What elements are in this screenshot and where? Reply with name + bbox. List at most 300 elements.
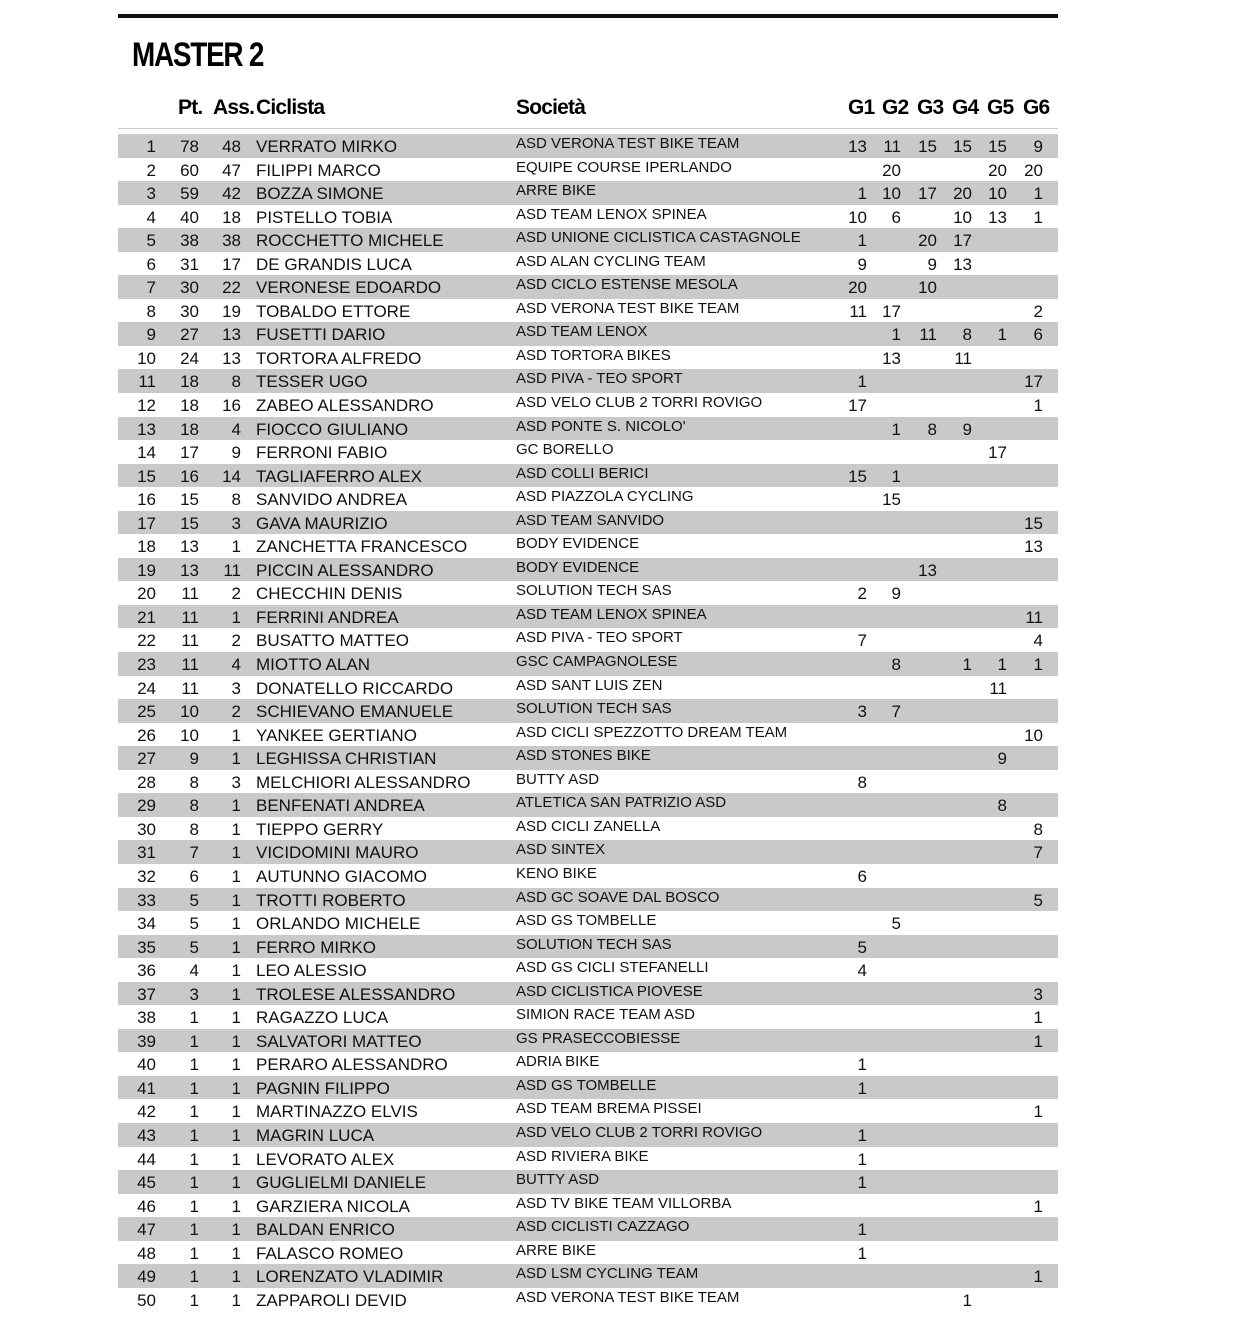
cell-rider-name: CHECCHIN DENIS [256, 584, 403, 604]
cell-g4: 1 [962, 1290, 972, 1310]
table-row [118, 817, 1058, 841]
cell-team: ATLETICA SAN PATRIZIO ASD [516, 794, 727, 812]
cell-team: ASD PIAZZOLA CYCLING [516, 488, 694, 506]
cell-rider-name: LEGHISSA CHRISTIAN [256, 749, 437, 769]
cell-g3: 20 [918, 231, 937, 251]
cell-g2: 17 [882, 301, 901, 321]
cell-ass: 1 [231, 1243, 241, 1263]
cell-rider-name: MARTINAZZO ELVIS [256, 1102, 418, 1122]
cell-team: ARRE BIKE [516, 1241, 597, 1259]
cell-g2: 20 [882, 160, 901, 180]
cell-points: 6 [189, 866, 199, 886]
top-rule [118, 14, 1058, 18]
cell-points: 16 [180, 466, 199, 486]
cell-g5: 15 [988, 137, 1007, 156]
cell-ass: 1 [231, 1078, 241, 1098]
cell-rider-name: BUSATTO MATTEO [256, 631, 410, 651]
cell-points: 1 [189, 1173, 199, 1193]
cell-g6: 20 [1024, 160, 1043, 180]
table-row [118, 275, 1058, 299]
cell-position: 17 [137, 513, 156, 533]
cell-ass: 8 [231, 490, 241, 510]
cell-team: BUTTY ASD [516, 770, 600, 788]
cell-g6: 1 [1033, 1008, 1043, 1028]
cell-points: 11 [181, 655, 199, 675]
cell-g3: 8 [927, 419, 937, 439]
cell-team: ASD SINTEX [516, 841, 606, 859]
cell-points: 30 [180, 278, 199, 298]
cell-g1: 1 [857, 1220, 867, 1240]
cell-position: 7 [146, 278, 156, 298]
cell-team: ASD GC SOAVE DAL BOSCO [516, 888, 720, 906]
cell-position: 15 [137, 466, 156, 486]
cell-team: ASD PIVA - TEO SPORT [516, 370, 683, 388]
cell-team: BODY EVIDENCE [516, 535, 640, 553]
cell-g1: 1 [857, 184, 867, 204]
cell-ass: 17 [222, 254, 241, 274]
cell-g1: 6 [857, 866, 867, 886]
cell-ass: 42 [222, 184, 241, 204]
cell-ass: 1 [231, 749, 241, 769]
cell-team: ASD RIVIERA BIKE [516, 1147, 649, 1165]
cell-points: 1 [189, 1290, 199, 1310]
cell-g1: 11 [849, 301, 867, 321]
cell-g2: 1 [891, 419, 901, 439]
cell-points: 30 [180, 301, 199, 321]
cell-position: 14 [137, 443, 156, 463]
cell-points: 1 [189, 1125, 199, 1145]
cell-points: 10 [180, 725, 199, 745]
cell-g6: 13 [1024, 537, 1043, 557]
cell-g1: 1 [857, 1078, 867, 1098]
cell-ass: 14 [222, 466, 241, 486]
cell-rider-name: ZABEO ALESSANDRO [256, 396, 434, 416]
standings-table [118, 134, 1058, 1311]
cell-g1: 1 [857, 372, 867, 392]
cell-rider-name: LORENZATO VLADIMIR [256, 1267, 444, 1287]
cell-ass: 13 [222, 325, 241, 345]
cell-g2: 13 [882, 348, 901, 368]
cell-team: BODY EVIDENCE [516, 558, 640, 576]
table-row [118, 558, 1058, 582]
cell-points: 13 [180, 560, 199, 580]
cell-team: ASD TV BIKE TEAM VILLORBA [516, 1194, 732, 1212]
cell-ass: 1 [231, 961, 241, 981]
cell-g5: 11 [989, 678, 1007, 698]
header-g3: G3 [917, 96, 944, 119]
cell-team: ASD TEAM LENOX SPINEA [516, 205, 707, 223]
cell-ass: 1 [231, 1055, 241, 1075]
cell-rider-name: PERARO ALESSANDRO [256, 1055, 448, 1075]
cell-position: 19 [137, 560, 156, 580]
cell-team: ASD GS CICLI STEFANELLI [516, 959, 709, 977]
cell-position: 1 [146, 137, 156, 156]
cell-position: 50 [137, 1290, 156, 1310]
header-g2: G2 [882, 96, 909, 119]
table-row [118, 440, 1058, 464]
cell-ass: 1 [231, 537, 241, 557]
cell-team: ASD GS TOMBELLE [516, 1076, 657, 1094]
cell-g1: 7 [857, 631, 867, 651]
table-row [118, 534, 1058, 558]
cell-points: 1 [189, 1102, 199, 1122]
cell-g1: 2 [857, 584, 867, 604]
cell-points: 18 [180, 372, 199, 392]
cell-rider-name: AUTUNNO GIACOMO [256, 866, 427, 886]
cell-team: ASD LSM CYCLING TEAM [516, 1265, 699, 1283]
cell-ass: 18 [222, 207, 241, 227]
header-ciclista: Ciclista [256, 96, 325, 119]
cell-g5: 1 [997, 655, 1007, 675]
cell-g5: 9 [997, 749, 1007, 769]
cell-g4: 15 [953, 137, 972, 156]
cell-rider-name: TROLESE ALESSANDRO [256, 984, 456, 1004]
cell-ass: 1 [231, 914, 241, 934]
cell-g6: 1 [1033, 184, 1043, 204]
cell-position: 26 [137, 725, 156, 745]
table-row [118, 1147, 1058, 1171]
cell-g3: 11 [919, 325, 937, 345]
cell-points: 13 [180, 537, 199, 557]
table-row [118, 1123, 1058, 1147]
cell-team: ADRIA BIKE [516, 1053, 600, 1071]
table-row [118, 864, 1058, 888]
cell-g1: 3 [857, 702, 867, 722]
cell-g1: 9 [857, 254, 867, 274]
cell-points: 40 [180, 207, 199, 227]
table-row [118, 1194, 1058, 1218]
cell-g6: 3 [1033, 984, 1043, 1004]
table-row [118, 205, 1058, 229]
cell-position: 18 [137, 537, 156, 557]
cell-team: ASD COLLI BERICI [516, 464, 649, 482]
cell-g4: 9 [962, 419, 972, 439]
cell-points: 1 [189, 1031, 199, 1051]
cell-g3: 17 [918, 184, 937, 204]
header-g1: G1 [848, 96, 875, 119]
table-row [118, 1076, 1058, 1100]
table-row [118, 369, 1058, 393]
cell-ass: 1 [231, 1031, 241, 1051]
cell-ass: 4 [231, 655, 241, 675]
cell-ass: 1 [231, 1196, 241, 1216]
cell-g2: 9 [891, 584, 901, 604]
table-row [118, 228, 1058, 252]
cell-points: 24 [180, 348, 199, 368]
cell-rider-name: TROTTI ROBERTO [256, 890, 406, 910]
cell-g1: 10 [848, 207, 867, 227]
cell-g1: 17 [848, 396, 867, 416]
cell-g6: 9 [1033, 137, 1043, 156]
cell-position: 48 [137, 1243, 156, 1263]
cell-g6: 7 [1033, 843, 1043, 863]
table-row [118, 793, 1058, 817]
cell-rider-name: VICIDOMINI MAURO [256, 843, 419, 863]
cell-g6: 1 [1033, 1031, 1043, 1051]
cell-ass: 48 [222, 137, 241, 156]
cell-position: 3 [146, 184, 156, 204]
cell-ass: 1 [231, 1102, 241, 1122]
cell-ass: 1 [231, 607, 241, 627]
cell-position: 40 [137, 1055, 156, 1075]
cell-points: 27 [180, 325, 199, 345]
cell-g6: 8 [1033, 819, 1043, 839]
table-row [118, 888, 1058, 912]
cell-ass: 13 [222, 348, 241, 368]
cell-g3: 15 [918, 137, 937, 156]
table-row [118, 699, 1058, 723]
cell-g2: 11 [883, 137, 901, 156]
cell-position: 34 [137, 914, 156, 934]
cell-position: 42 [137, 1102, 156, 1122]
table-row [118, 770, 1058, 794]
cell-ass: 1 [231, 819, 241, 839]
table-row [118, 464, 1058, 488]
cell-rider-name: PISTELLO TOBIA [256, 207, 393, 227]
cell-position: 31 [137, 843, 156, 863]
cell-points: 31 [180, 254, 199, 274]
cell-ass: 11 [223, 560, 241, 580]
cell-position: 36 [137, 961, 156, 981]
cell-g4: 20 [953, 184, 972, 204]
cell-position: 23 [137, 655, 156, 675]
cell-points: 7 [189, 843, 199, 863]
cell-rider-name: FIOCCO GIULIANO [256, 419, 409, 439]
cell-points: 18 [180, 419, 199, 439]
cell-ass: 1 [231, 937, 241, 957]
cell-rider-name: MIOTTO ALAN [256, 655, 370, 675]
table-row [118, 1005, 1058, 1029]
cell-g1: 5 [857, 937, 867, 957]
cell-position: 8 [146, 301, 156, 321]
cell-rider-name: SANVIDO ANDREA [256, 490, 408, 510]
cell-g3: 13 [918, 560, 937, 580]
table-row [118, 1029, 1058, 1053]
cell-g1: 4 [857, 961, 867, 981]
header-societa: Società [516, 96, 586, 119]
table-row [118, 676, 1058, 700]
cell-points: 10 [180, 702, 199, 722]
cell-team: ASD TORTORA BIKES [516, 346, 671, 364]
table-row [118, 652, 1058, 676]
cell-team: ASD TEAM SANVIDO [516, 511, 665, 529]
cell-rider-name: LEO ALESSIO [256, 961, 367, 981]
cell-position: 38 [137, 1008, 156, 1028]
cell-position: 2 [146, 160, 156, 180]
cell-points: 1 [189, 1220, 199, 1240]
cell-g6: 6 [1033, 325, 1043, 345]
cell-g6: 1 [1033, 1267, 1043, 1287]
cell-position: 24 [137, 678, 156, 698]
cell-ass: 1 [231, 1173, 241, 1193]
cell-ass: 16 [222, 396, 241, 416]
cell-g1: 8 [857, 772, 867, 792]
cell-ass: 1 [231, 796, 241, 816]
cell-position: 41 [137, 1078, 156, 1098]
cell-g5: 1 [997, 325, 1007, 345]
cell-team: ASD PIVA - TEO SPORT [516, 629, 683, 647]
table-row [118, 1052, 1058, 1076]
cell-rider-name: PICCIN ALESSANDRO [256, 560, 434, 580]
cell-rider-name: VERONESE EDOARDO [256, 278, 442, 298]
cell-position: 47 [137, 1220, 156, 1240]
table-row [118, 181, 1058, 205]
cell-rider-name: FUSETTI DARIO [256, 325, 386, 345]
cell-position: 22 [137, 631, 156, 651]
cell-g5: 13 [988, 207, 1007, 227]
cell-rider-name: TORTORA ALFREDO [256, 348, 422, 368]
cell-points: 8 [189, 796, 199, 816]
cell-g6: 17 [1024, 372, 1043, 392]
cell-g2: 6 [891, 207, 901, 227]
cell-ass: 1 [231, 890, 241, 910]
table-row [118, 1264, 1058, 1288]
cell-points: 11 [181, 607, 199, 627]
cell-g4: 8 [962, 325, 972, 345]
cell-g6: 2 [1033, 301, 1043, 321]
cell-ass: 9 [231, 443, 241, 463]
cell-position: 27 [137, 749, 156, 769]
cell-g3: 10 [918, 278, 937, 298]
cell-points: 1 [189, 1078, 199, 1098]
table-row [118, 393, 1058, 417]
cell-g5: 20 [988, 160, 1007, 180]
table-row [118, 346, 1058, 370]
table-row [118, 746, 1058, 770]
cell-team: SIMION RACE TEAM ASD [516, 1006, 695, 1024]
cell-points: 1 [189, 1055, 199, 1075]
table-row [118, 417, 1058, 441]
cell-points: 15 [180, 490, 199, 510]
cell-rider-name: ZAPPAROLI DEVID [256, 1290, 407, 1310]
cell-position: 46 [137, 1196, 156, 1216]
cell-ass: 38 [222, 231, 241, 251]
table-row [118, 840, 1058, 864]
cell-g6: 1 [1033, 655, 1043, 675]
cell-team: ASD VERONA TEST BIKE TEAM [516, 299, 740, 317]
header-separator [118, 128, 1058, 129]
header-g6: G6 [1023, 96, 1050, 119]
cell-points: 1 [189, 1243, 199, 1263]
cell-rider-name: SALVATORI MATTEO [256, 1031, 422, 1051]
header-g5: G5 [987, 96, 1014, 119]
cell-position: 28 [137, 772, 156, 792]
cell-rider-name: FERRONI FABIO [256, 443, 388, 463]
cell-position: 35 [137, 937, 156, 957]
cell-rider-name: FERRINI ANDREA [256, 607, 399, 627]
page-title: MASTER 2 [132, 36, 264, 74]
cell-g1: 1 [857, 1173, 867, 1193]
cell-points: 1 [189, 1008, 199, 1028]
cell-g4: 1 [962, 655, 972, 675]
table-row [118, 605, 1058, 629]
cell-points: 38 [180, 231, 199, 251]
table-row [118, 1241, 1058, 1265]
cell-points: 17 [180, 443, 199, 463]
cell-g2: 8 [891, 655, 901, 675]
table-row [118, 299, 1058, 323]
cell-team: GSC CAMPAGNOLESE [516, 653, 678, 671]
cell-team: ASD VELO CLUB 2 TORRI ROVIGO [516, 394, 763, 412]
table-row [118, 158, 1058, 182]
table-row [118, 487, 1058, 511]
cell-position: 5 [146, 231, 156, 251]
cell-ass: 1 [231, 1220, 241, 1240]
cell-g2: 1 [891, 325, 901, 345]
cell-g2: 7 [891, 702, 901, 722]
cell-position: 49 [137, 1267, 156, 1287]
cell-ass: 3 [231, 678, 241, 698]
cell-points: 1 [189, 1149, 199, 1169]
cell-team: SOLUTION TECH SAS [516, 700, 672, 718]
cell-ass: 1 [231, 866, 241, 886]
table-row [118, 252, 1058, 276]
cell-team: ASD TEAM LENOX SPINEA [516, 605, 707, 623]
cell-position: 25 [137, 702, 156, 722]
cell-points: 1 [189, 1267, 199, 1287]
table-row [118, 935, 1058, 959]
cell-g4: 13 [953, 254, 972, 274]
cell-points: 78 [180, 137, 199, 156]
cell-rider-name: BENFENATI ANDREA [256, 796, 425, 816]
cell-points: 59 [180, 184, 199, 204]
cell-team: ASD PONTE S. NICOLO' [516, 417, 686, 435]
cell-ass: 4 [231, 419, 241, 439]
cell-position: 45 [137, 1173, 156, 1193]
cell-g1: 1 [857, 1055, 867, 1075]
cell-g4: 10 [953, 207, 972, 227]
cell-g1: 13 [848, 137, 867, 156]
cell-position: 10 [137, 348, 156, 368]
cell-points: 5 [189, 890, 199, 910]
cell-rider-name: BOZZA SIMONE [256, 184, 384, 204]
cell-team: BUTTY ASD [516, 1171, 600, 1189]
cell-rider-name: GUGLIELMI DANIELE [256, 1173, 427, 1193]
cell-ass: 3 [231, 772, 241, 792]
cell-rider-name: TESSER UGO [256, 372, 368, 392]
cell-rider-name: ORLANDO MICHELE [256, 914, 421, 934]
cell-rider-name: LEVORATO ALEX [256, 1149, 395, 1169]
cell-rider-name: DONATELLO RICCARDO [256, 678, 454, 698]
cell-points: 5 [189, 937, 199, 957]
cell-g6: 15 [1024, 513, 1043, 533]
cell-team: GC BORELLO [516, 441, 614, 459]
cell-g1: 1 [857, 1149, 867, 1169]
cell-points: 15 [180, 513, 199, 533]
cell-g3: 9 [927, 254, 937, 274]
cell-g1: 1 [857, 1243, 867, 1263]
cell-rider-name: GARZIERA NICOLA [256, 1196, 410, 1216]
cell-g1: 1 [857, 1125, 867, 1145]
cell-rider-name: MELCHIORI ALESSANDRO [256, 772, 471, 792]
table-row [118, 982, 1058, 1006]
cell-points: 5 [189, 914, 199, 934]
cell-position: 21 [137, 607, 156, 627]
cell-points: 60 [180, 160, 199, 180]
cell-ass: 8 [231, 372, 241, 392]
cell-g2: 15 [882, 490, 901, 510]
cell-rider-name: DE GRANDIS LUCA [256, 254, 412, 274]
cell-g6: 11 [1025, 607, 1043, 627]
cell-ass: 19 [222, 301, 241, 321]
cell-rider-name: SCHIEVANO EMANUELE [256, 702, 454, 722]
table-row [118, 958, 1058, 982]
table-row [118, 628, 1058, 652]
cell-ass: 1 [231, 1267, 241, 1287]
cell-ass: 2 [231, 702, 241, 722]
cell-position: 12 [137, 396, 156, 416]
cell-team: ASD CICLO ESTENSE MESOLA [516, 276, 738, 294]
